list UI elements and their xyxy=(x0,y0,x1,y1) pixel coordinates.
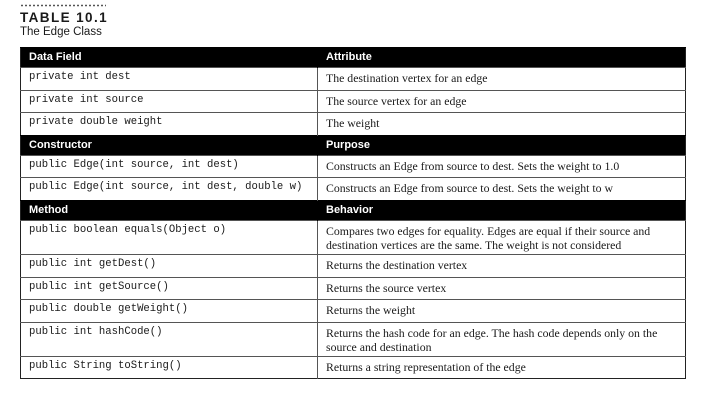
table-row xyxy=(21,68,686,91)
method-description: Returns the hash code for an edge. The hash code depends only on the source and destination xyxy=(318,322,686,356)
field-signature: private int source xyxy=(21,90,318,113)
method-signature: public double getWeight() xyxy=(21,300,318,323)
table-row xyxy=(21,254,686,277)
table-row xyxy=(21,300,686,323)
method-description: Compares two edges for equality. Edges are equal if their source and destination vertices are the same. The weight is not considered xyxy=(318,220,686,254)
title-dot-rule xyxy=(20,4,106,7)
method-signature: public int hashCode() xyxy=(21,322,318,356)
field-description: The destination vertex for an edge xyxy=(318,68,686,91)
method-description: Returns a string representation of the edge xyxy=(318,356,686,379)
table-row xyxy=(21,90,686,113)
table-row xyxy=(21,356,686,379)
method-signature: public boolean equals(Object o) xyxy=(21,220,318,254)
field-description: The weight xyxy=(318,113,686,136)
table-row xyxy=(21,178,686,201)
header-data-field: Data Field xyxy=(21,48,318,68)
constructor-description: Constructs an Edge from source to dest. Sets the weight to 1.0 xyxy=(318,155,686,178)
method-signature: public int getDest() xyxy=(21,254,318,277)
table-number: TABLE 10.1 xyxy=(20,10,109,25)
header-purpose: Purpose xyxy=(318,135,686,155)
field-signature: private int dest xyxy=(21,68,318,91)
field-signature: private double weight xyxy=(21,113,318,136)
table-caption: The Edge Class xyxy=(20,26,102,38)
edge-class-table xyxy=(20,47,686,379)
method-description: Returns the source vertex xyxy=(318,277,686,300)
section-header-constructor xyxy=(21,135,686,155)
constructor-description: Constructs an Edge from source to dest. Sets the weight to w xyxy=(318,178,686,201)
table-row xyxy=(21,322,686,356)
table-row xyxy=(21,155,686,178)
table-row xyxy=(21,277,686,300)
method-signature: public String toString() xyxy=(21,356,318,379)
table-row xyxy=(21,220,686,254)
section-header-method xyxy=(21,200,686,220)
method-signature: public int getSource() xyxy=(21,277,318,300)
field-description: The source vertex for an edge xyxy=(318,90,686,113)
header-attribute: Attribute xyxy=(318,48,686,68)
method-description: Returns the destination vertex xyxy=(318,254,686,277)
table-row xyxy=(21,113,686,136)
constructor-signature: public Edge(int source, int dest, double w) xyxy=(21,178,318,201)
method-description: Returns the weight xyxy=(318,300,686,323)
header-constructor: Constructor xyxy=(21,135,318,155)
section-header-data-field xyxy=(21,48,686,68)
header-method: Method xyxy=(21,200,318,220)
header-behavior: Behavior xyxy=(318,200,686,220)
constructor-signature: public Edge(int source, int dest) xyxy=(21,155,318,178)
